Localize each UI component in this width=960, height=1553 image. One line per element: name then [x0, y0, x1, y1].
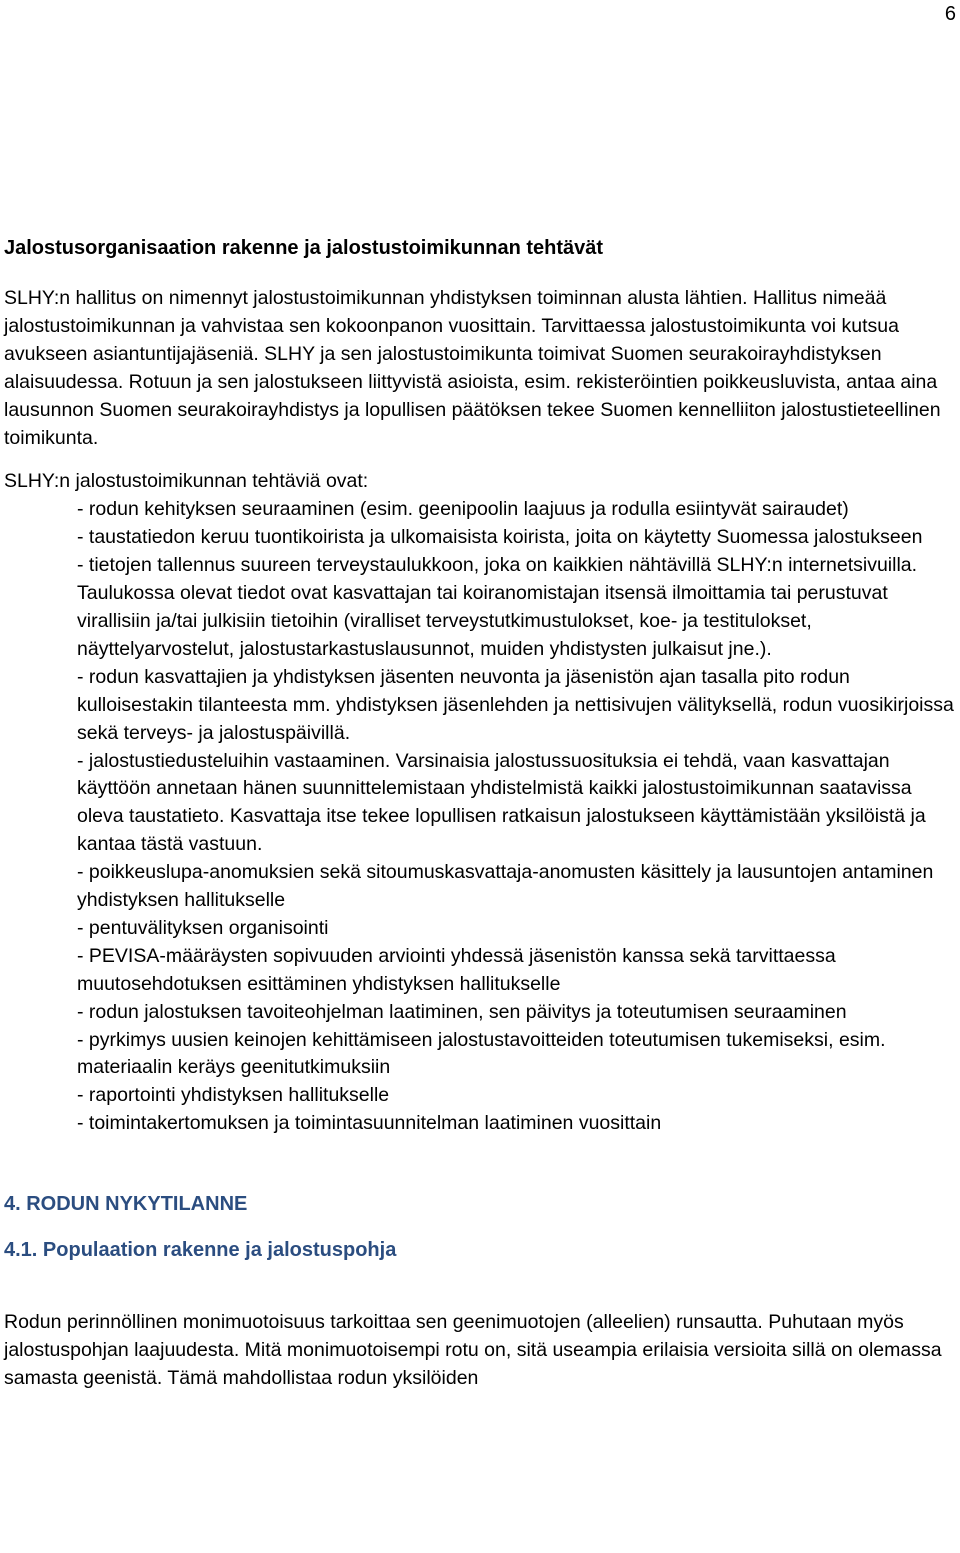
list-item: - taustatiedon keruu tuontikoirista ja ulkomaisista koirista, joita on käytetty Suomessa jalostukseen — [77, 526, 923, 549]
tasks-heading: SLHY:n jalostustoimikunnan tehtäviä ovat: — [4, 470, 369, 493]
list-item: - PEVISA-määräysten sopivuuden arviointi yhdessä jäsenistön kanssa sekä tarvittaessa muutosehdotuksen esittäminen yhdistyksen hallitukselle — [77, 944, 836, 995]
list-item: - raportointi yhdistyksen hallitukselle — [77, 1084, 390, 1107]
page-number: 6 — [944, 3, 956, 25]
list-item: - toimintakertomuksen ja toimintasuunnitelman laatiminen vuosittain — [77, 1112, 662, 1135]
document-body — [4, 234, 960, 1393]
section-heading: Jalostusorganisaation rakenne ja jalostustoimikunnan tehtävät — [4, 237, 604, 259]
list-item: - jalostustiedusteluihin vastaaminen. Varsinaisia jalostussuosituksia ei tehdä, vaan kasvattajan käyttöön annetaan hänen suunnittelemistaan yhdistelmistä kaikki jalostustoimikunnan saatavissa oleva taustatieto. Kasvattaja itse tekee lopullisen ratkaisun jalostukseen käyttämistään yksilöistä ja kantaa tästä vastuun. — [77, 749, 926, 856]
list-item: - rodun kehityksen seuraaminen (esim. geenipoolin laajuus ja rodulla esiintyvät sairaudet) — [77, 498, 849, 521]
list-item: - rodun kasvattajien ja yhdistyksen jäsenten neuvonta ja jäsenistön ajan tasalla pito rodun kulloisestakin tilanteesta mm. yhdistyksen jäsenlehden ja nettisivujen välityksellä, rodun vuosikirjoissa sekä terveys- ja jalostuspäivillä. — [77, 665, 954, 744]
list-item: - tietojen tallennus suureen terveystaulukkoon, joka on kaikkien nähtävillä SLHY:n internetsivuilla. Taulukossa olevat tiedot ovat kasvattajan tai koiranomistajan itsensä ilmoittamia tai perustuvat virallisiin ja/tai julkisiin tietoihin (viralliset terveystutkimustulokset, koe- ja testitulokset, näyttelyarvostelut, jalostustarkastuslausunnot, muiden yhdistysten julkaisut jne.). — [77, 554, 918, 660]
list-item: - pentuvälityksen organisointi — [77, 916, 329, 939]
list-item: - pyrkimys uusien keinojen kehittämiseen jalostustavoitteiden toteutumisen tukemiseksi, esim. materiaalin keräys geenitutkimuksiin — [77, 1028, 886, 1079]
list-item: - rodun jalostuksen tavoiteohjelman laatiminen, sen päivitys ja toteutumisen seuraaminen — [77, 1000, 847, 1023]
intro-paragraph: SLHY:n hallitus on nimennyt jalostustoimikunnan yhdistyksen toiminnan alusta lähtien. Hallitus nimeää jalostustoimikunnan ja vahvistaa sen kokoonpanon vuosittain. Tarvittaessa jalostustoimikunta voi kutsua avukseen asiantuntijajäseniä. SLHY ja sen jalostustoimikunta toimivat Suomen seurakoirayhdistyksen alaisuudessa. Rotuun ja sen jalostukseen liittyvistä asioista, esim. rekisteröintien poikkeusluvista, antaa aina lausunnon Suomen seurakoirayhdistys ja lopullisen päätöksen tekee Suomen kennelliiton jalostustieteellinen toimikunta. — [4, 287, 941, 449]
list-item: - poikkeuslupa-anomuksien sekä sitoumuskasvattaja-anomusten käsittely ja lausuntojen antaminen yhdistyksen hallitukselle — [77, 861, 934, 912]
population-paragraph: Rodun perinnöllinen monimuotoisuus tarkoittaa sen geenimuotojen (alleelien) runsautta. Puhutaan myös jalostuspohjan laajuudesta. Mitä monimuotoisempi rotu on, sitä useampia erilaisia versioita sillä on olemassa samasta geenistä. Tämä mahdollistaa rodun yksilöiden — [4, 1311, 942, 1389]
subchapter-heading: 4.1. Populaation rakenne ja jalostuspohja — [4, 1239, 397, 1262]
task-list — [4, 496, 960, 1138]
chapter-heading: 4. RODUN NYKYTILANNE — [4, 1193, 248, 1216]
